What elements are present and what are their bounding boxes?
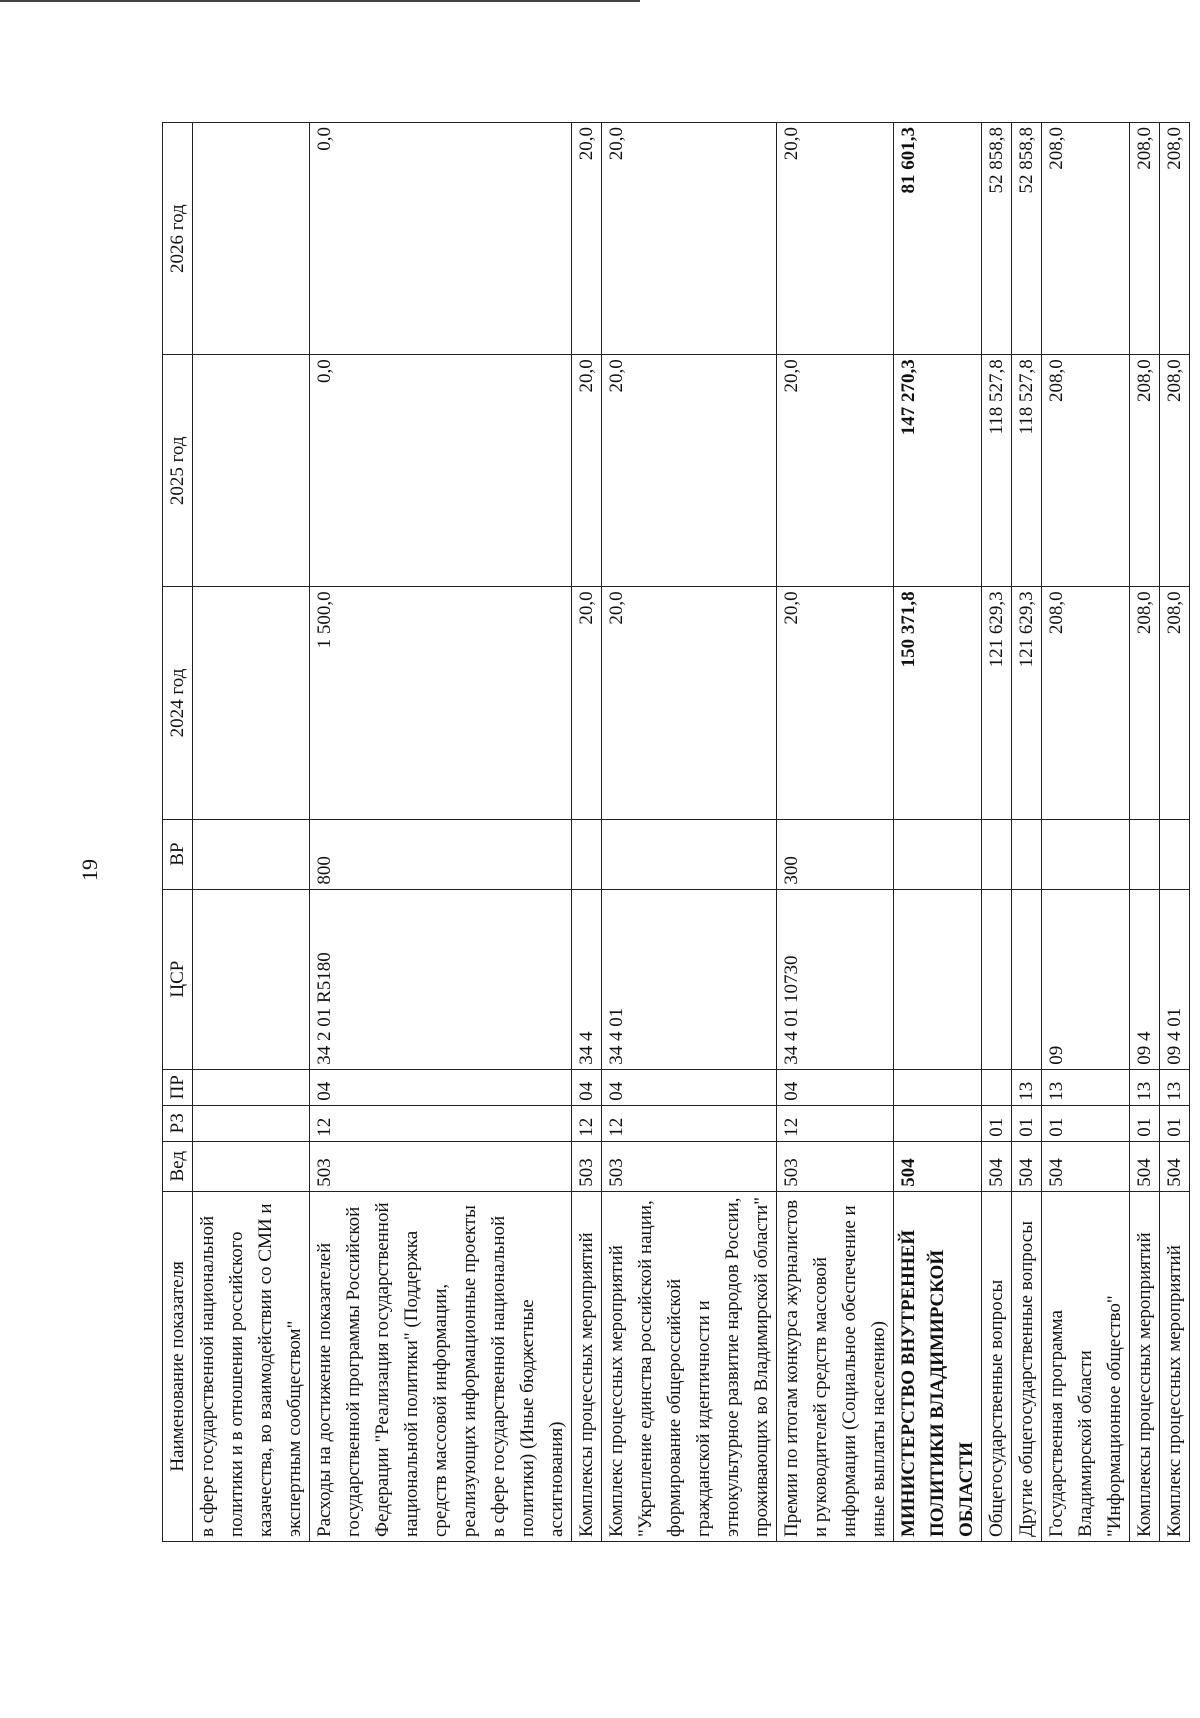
cell-rz: 12 [602, 1105, 777, 1141]
cell-vr [1130, 819, 1160, 889]
cell-2025: 118 527,8 [982, 355, 1012, 587]
cell-vr: 800 [310, 819, 572, 889]
cell-name: Комплексы процессных мероприятий [1130, 1191, 1160, 1541]
table-row [1130, 123, 1160, 1542]
cell-2026: 208,0 [1160, 123, 1190, 355]
cell-vr [572, 819, 602, 889]
cell-name: МИНИСТЕРСТВО ВНУТРЕННЕЙ ПОЛИТИКИ ВЛАДИМИРСКОЙ ОБЛАСТИ [894, 1191, 982, 1541]
cell-2024: 150 371,8 [894, 587, 982, 819]
budget-table [162, 122, 1190, 1542]
cell-vr [193, 819, 310, 889]
cell-name: Другие общегосударственные вопросы [1012, 1191, 1042, 1541]
cell-2025: 208,0 [1160, 355, 1190, 587]
cell-pr: 13 [1160, 1069, 1190, 1105]
cell-pr: 13 [1130, 1069, 1160, 1105]
cell-rz: 12 [777, 1105, 894, 1141]
table-row [1160, 123, 1190, 1542]
cell-rz [193, 1105, 310, 1141]
cell-2026: 20,0 [572, 123, 602, 355]
header-csr: ЦСР [163, 889, 193, 1069]
cell-2025: 147 270,3 [894, 355, 982, 587]
cell-ved: 504 [1012, 1141, 1042, 1191]
cell-pr: 04 [572, 1069, 602, 1105]
cell-pr [982, 1069, 1012, 1105]
cell-2026: 52 858,8 [1012, 123, 1042, 355]
table-row [572, 123, 602, 1542]
table-header-row [163, 123, 193, 1542]
cell-rz: 12 [310, 1105, 572, 1141]
cell-vr [602, 819, 777, 889]
cell-ved: 503 [310, 1141, 572, 1191]
cell-ved: 504 [982, 1141, 1012, 1191]
cell-vr [1012, 819, 1042, 889]
cell-2026 [193, 123, 310, 355]
header-vr: ВР [163, 819, 193, 889]
cell-2024: 20,0 [602, 587, 777, 819]
cell-csr: 09 4 [1130, 889, 1160, 1069]
table-row [1012, 123, 1042, 1542]
table-row [602, 123, 777, 1542]
cell-ved: 504 [1130, 1141, 1160, 1191]
cell-vr [1160, 819, 1190, 889]
cell-2025: 20,0 [602, 355, 777, 587]
scan-top-edge [0, 0, 640, 2]
cell-rz [894, 1105, 982, 1141]
cell-rz: 01 [1160, 1105, 1190, 1141]
header-name: Наименование показателя [163, 1191, 193, 1541]
cell-2024: 1 500,0 [310, 587, 572, 819]
cell-csr: 34 2 01 R5180 [310, 889, 572, 1069]
header-2025: 2025 год [163, 355, 193, 587]
cell-ved: 503 [602, 1141, 777, 1191]
cell-csr [982, 889, 1012, 1069]
cell-name: Комплекс процессных мероприятий "Укрепление единства российской нации, формирование общероссийской гражданской идентичности и этнокультурное развитие народов России, проживающих во Владимирской области" [602, 1191, 777, 1541]
cell-ved: 504 [1160, 1141, 1190, 1191]
header-rz: РЗ [163, 1105, 193, 1141]
cell-ved: 503 [777, 1141, 894, 1191]
cell-csr [894, 889, 982, 1069]
cell-2025: 20,0 [777, 355, 894, 587]
cell-csr [193, 889, 310, 1069]
cell-rz: 01 [982, 1105, 1012, 1141]
cell-name: Общегосударственные вопросы [982, 1191, 1012, 1541]
header-ved: Вед [163, 1141, 193, 1191]
cell-pr: 04 [310, 1069, 572, 1105]
cell-2026: 20,0 [602, 123, 777, 355]
cell-pr: 13 [1012, 1069, 1042, 1105]
cell-2024: 20,0 [777, 587, 894, 819]
cell-ved: 503 [572, 1141, 602, 1191]
cell-2024 [193, 587, 310, 819]
cell-2025 [193, 355, 310, 587]
cell-2024: 208,0 [1130, 587, 1160, 819]
cell-rz: 12 [572, 1105, 602, 1141]
cell-pr: 13 [1042, 1069, 1130, 1105]
cell-2026: 81 601,3 [894, 123, 982, 355]
table-body [193, 123, 1190, 1542]
cell-ved [193, 1141, 310, 1191]
cell-pr [894, 1069, 982, 1105]
cell-2025: 20,0 [572, 355, 602, 587]
cell-name: Комплекс процессных мероприятий [1160, 1191, 1190, 1541]
cell-name: в сфере государственной национальной политики и в отношении российского казачества, во взаимодействии со СМИ и экспертным сообществом" [193, 1191, 310, 1541]
cell-csr: 09 [1042, 889, 1130, 1069]
cell-pr: 04 [777, 1069, 894, 1105]
cell-csr: 34 4 [572, 889, 602, 1069]
cell-2024: 208,0 [1160, 587, 1190, 819]
table-row [193, 123, 310, 1542]
cell-csr: 34 4 01 [602, 889, 777, 1069]
cell-pr [193, 1069, 310, 1105]
cell-2026: 52 858,8 [982, 123, 1012, 355]
cell-csr: 09 4 01 [1160, 889, 1190, 1069]
cell-2026: 208,0 [1042, 123, 1130, 355]
cell-rz: 01 [1042, 1105, 1130, 1141]
header-pr: ПР [163, 1069, 193, 1105]
cell-name: Комплексы процессных мероприятий [572, 1191, 602, 1541]
cell-pr: 04 [602, 1069, 777, 1105]
cell-csr [1012, 889, 1042, 1069]
cell-2025: 208,0 [1042, 355, 1130, 587]
rotated-table-container [162, 122, 1185, 1542]
table-row [982, 123, 1012, 1542]
cell-2025: 208,0 [1130, 355, 1160, 587]
cell-2024: 121 629,3 [1012, 587, 1042, 819]
cell-vr [982, 819, 1012, 889]
cell-rz: 01 [1130, 1105, 1160, 1141]
cell-ved: 504 [1042, 1141, 1130, 1191]
cell-2026: 0,0 [310, 123, 572, 355]
header-2026: 2026 год [163, 123, 193, 355]
cell-2025: 0,0 [310, 355, 572, 587]
cell-name: Премии по итогам конкурса журналистов и руководителей средств массовой информации (Социальное обеспечение и иные выплаты населению) [777, 1191, 894, 1541]
cell-vr [894, 819, 982, 889]
cell-csr: 34 4 01 10730 [777, 889, 894, 1069]
cell-vr [1042, 819, 1130, 889]
cell-name: Государственная программа Владимирской области "Информационное общество" [1042, 1191, 1130, 1541]
table-row [310, 123, 572, 1542]
cell-2026: 20,0 [777, 123, 894, 355]
cell-ved: 504 [894, 1141, 982, 1191]
cell-2024: 121 629,3 [982, 587, 1012, 819]
cell-2025: 118 527,8 [1012, 355, 1042, 587]
cell-2024: 20,0 [572, 587, 602, 819]
table-row [894, 123, 982, 1542]
cell-rz: 01 [1012, 1105, 1042, 1141]
cell-2024: 208,0 [1042, 587, 1130, 819]
table-row [777, 123, 894, 1542]
table-row [1042, 123, 1130, 1542]
cell-2026: 208,0 [1130, 123, 1160, 355]
page-number: 19 [77, 859, 102, 881]
cell-name: Расходы на достижение показателей государственной программы Российской Федерации "Реализация государственной национальной политики" (Поддержка средств массовой информации, реализующих информационные проекты в сфере государственной национальной политики) (Иные бюджетные ассигнования) [310, 1191, 572, 1541]
header-2024: 2024 год [163, 587, 193, 819]
cell-vr: 300 [777, 819, 894, 889]
